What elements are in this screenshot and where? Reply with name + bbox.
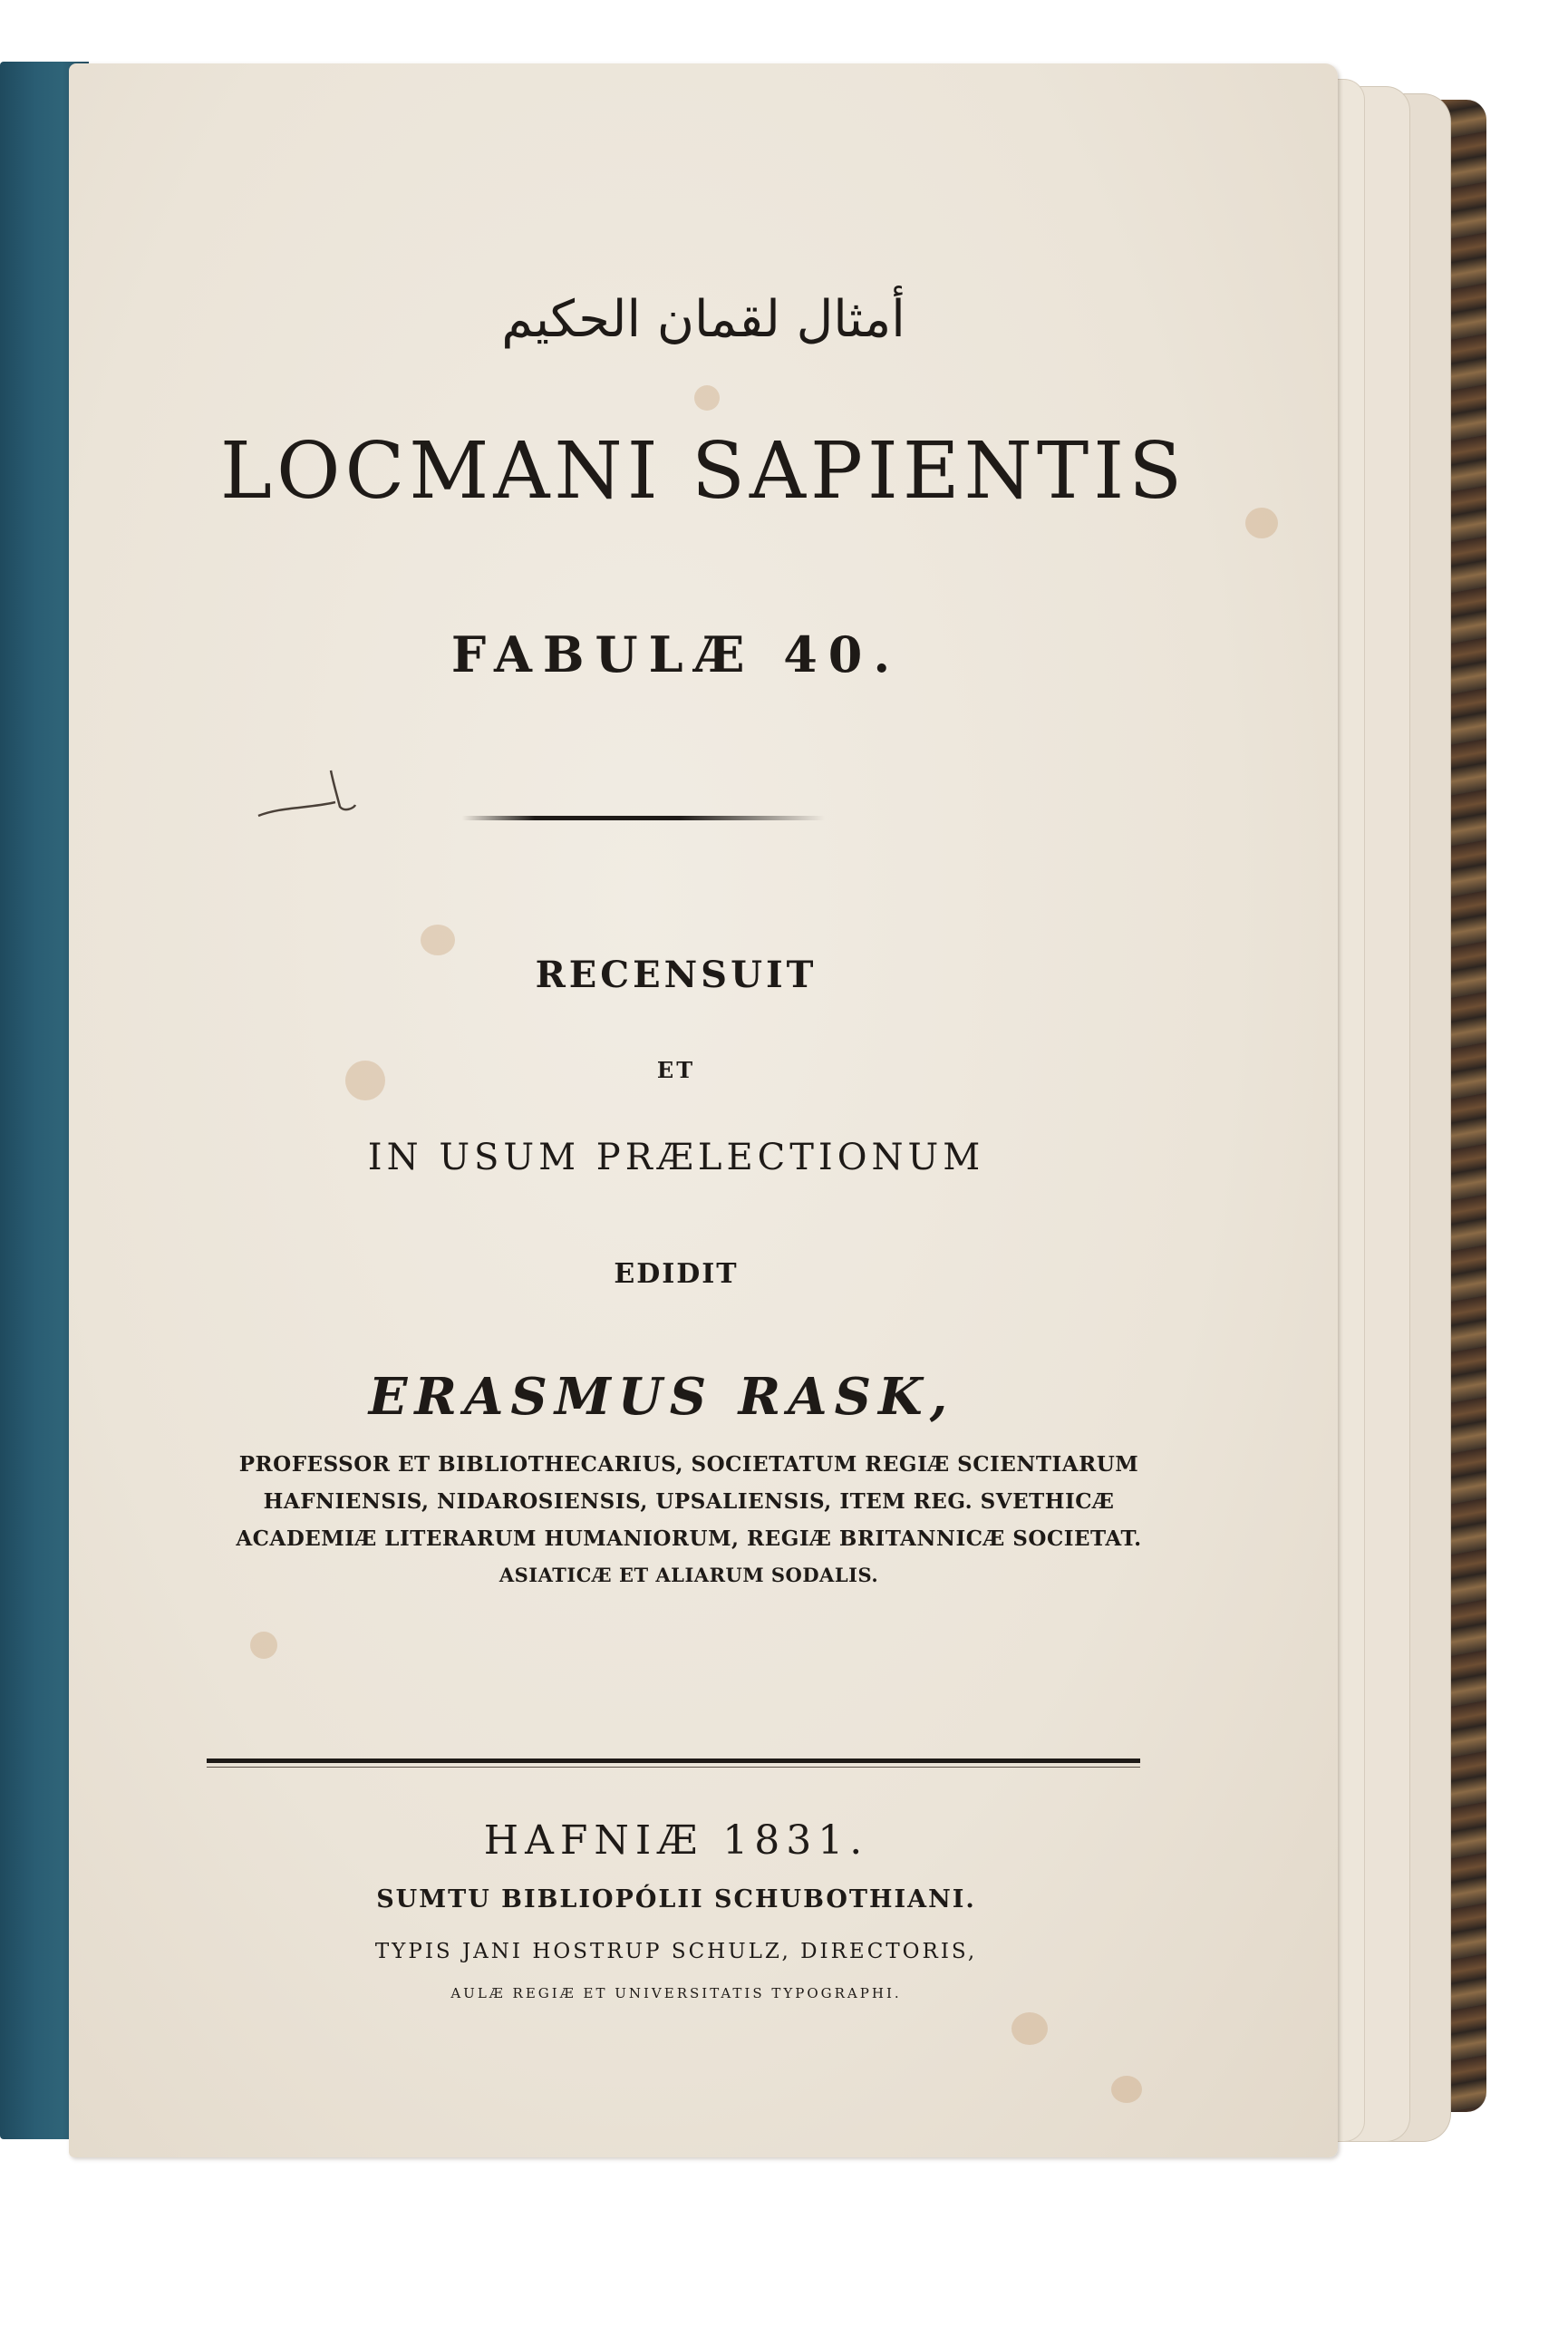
in-usum-text: IN USUM PRÆLECTIONUM	[367, 1137, 985, 1178]
publisher: SUMTU BIBLIOPÓLII SCHUBOTHIANI.	[376, 1885, 976, 1914]
author-name: ERASMUS RASK,	[368, 1367, 955, 1427]
imprint-rule	[207, 1759, 1140, 1763]
foxing-spot	[694, 385, 720, 411]
handwritten-mark	[254, 752, 363, 825]
author-titles-line: ASIATICÆ ET ALIARUM SODALIS.	[498, 1564, 879, 1586]
recensuit-text: RECENSUIT	[535, 954, 818, 996]
main-title: LOCMANI SAPIENTIS	[219, 426, 1187, 517]
edidit-text: EDIDIT	[614, 1258, 739, 1290]
subtitle: FABULÆ 40.	[450, 625, 902, 683]
printer: TYPIS JANI HOSTRUP SCHULZ, DIRECTORIS,	[374, 1940, 978, 1963]
imprint-rule-thin	[207, 1767, 1140, 1768]
foxing-spot	[1111, 2076, 1142, 2103]
foxing-spot	[250, 1632, 277, 1659]
author-titles-line: PROFESSOR ET BIBLIOTHECARIUS, SOCIETATUM REGIÆ SCIENTIARUM	[238, 1452, 1139, 1477]
author-titles-line: ACADEMIÆ LITERARUM HUMANIORUM, REGIÆ BRITANNICÆ SOCIETAT.	[236, 1526, 1142, 1551]
arabic-title: أمثال لقمان الحكيم	[501, 290, 905, 349]
divider-rule	[462, 816, 825, 820]
foxing-spot	[421, 925, 455, 955]
place-year: HAFNIÆ 1831.	[483, 1817, 869, 1864]
foxing-spot	[1011, 2012, 1048, 2045]
et-text: ET	[656, 1057, 696, 1083]
printer-line-2: AULÆ REGIÆ ET UNIVERSITATIS TYPOGRAPHI.	[450, 1985, 902, 2001]
author-titles-line: HAFNIENSIS, NIDAROSIENSIS, UPSALIENSIS, ITEM REG. SVETHICÆ	[263, 1489, 1115, 1514]
